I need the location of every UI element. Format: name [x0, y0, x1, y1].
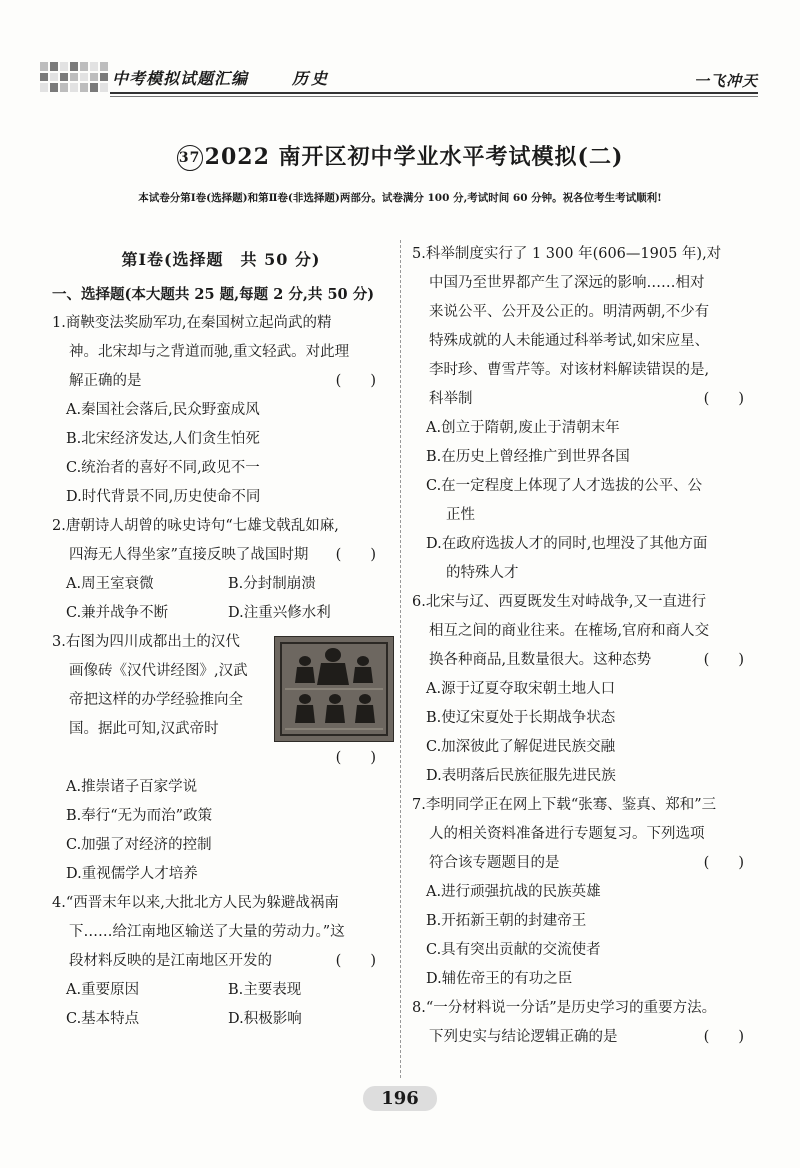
option-d: D.重视儒学人才培养: [66, 866, 198, 882]
option-d: D.时代背景不同,历史使命不同: [66, 489, 261, 505]
question-text: 换各种商品,且数量很大。这种态势: [429, 652, 652, 668]
option-d-continued: 的特殊人才: [446, 565, 519, 581]
answer-blank: ( ): [703, 1029, 744, 1045]
option-d: D.在政府选拔人才的同时,也埋没了其他方面: [426, 536, 708, 552]
exam-title-text: 2022 南开区初中学业水平考试模拟(二): [204, 144, 624, 170]
part-heading: 一、选择题(本大题共 25 题,每题 2 分,共 50 分): [52, 286, 375, 303]
question-4: [52, 889, 390, 1034]
question-text: 四海无人得坐家”直接反映了战国时期: [69, 547, 309, 563]
option-b: B.在历史上曾经推广到世界各国: [426, 449, 630, 465]
question-1: [52, 309, 390, 512]
header-rule: [110, 92, 758, 94]
question-text: 符合该专题题目的是: [429, 855, 560, 871]
option-a: A.推崇诸子百家学说: [66, 779, 198, 795]
answer-blank: ( ): [335, 373, 376, 389]
question-text: 段材料反映的是江南地区开发的: [69, 953, 272, 969]
question-3: [52, 628, 390, 889]
question-8: [412, 994, 758, 1052]
option-d: D.表明落后民族征服先进民族: [426, 768, 616, 784]
question-text: 解正确的是: [69, 373, 142, 389]
question-text: 特殊成就的人未能通过科举考试,如宋应星、: [429, 333, 710, 349]
book-series-title: 中考模拟试题汇编: [112, 69, 249, 88]
question-5: [412, 240, 758, 588]
question-text: 7.李明同学正在网上下载“张骞、鉴真、郑和”三: [412, 797, 717, 813]
option-b: B.使辽宋夏处于长期战争状态: [426, 710, 616, 726]
option-a: A.周王室衰微: [66, 576, 154, 592]
left-column: [52, 240, 390, 1034]
option-c: C.加强了对经济的控制: [66, 837, 212, 853]
right-column: [412, 240, 758, 1052]
option-a: A.源于辽夏夺取宋朝土地人口: [426, 681, 616, 697]
header-rule-thin: [110, 96, 758, 97]
option-a: A.重要原因: [66, 982, 140, 998]
question-text: 6.北宋与辽、西夏既发生对峙战争,又一直进行: [412, 594, 706, 610]
question-text: 下列史实与结论逻辑正确的是: [429, 1029, 618, 1045]
option-d: D.辅佐帝王的有功之臣: [426, 971, 573, 987]
option-d: D.注重兴修水利: [228, 605, 331, 621]
circled-number: 37: [177, 145, 203, 171]
answer-blank: ( ): [335, 547, 376, 563]
page-number-text: 196: [363, 1086, 437, 1111]
option-c: C.在一定程度上体现了人才选拔的公平、公: [426, 478, 703, 494]
question-text: 画像砖《汉代讲经图》,汉武: [69, 663, 248, 679]
han-lecture-brick-image: [274, 636, 394, 742]
answer-blank: ( ): [335, 953, 376, 969]
answer-blank: ( ): [703, 652, 744, 668]
option-c-continued: 正性: [446, 507, 475, 523]
question-text: 神。北宋却与之背道而驰,重文轻武。对此理: [69, 344, 350, 360]
option-c: C.基本特点: [66, 1011, 140, 1027]
question-text: 帝把这样的办学经验推向全: [69, 692, 243, 708]
question-text: 相互之间的商业往来。在榷场,官府和商人交: [429, 623, 710, 639]
answer-blank: ( ): [703, 391, 744, 407]
question-6: [412, 588, 758, 791]
option-d: D.积极影响: [228, 1011, 302, 1027]
answer-blank: ( ): [335, 750, 376, 766]
question-text: 4.“西晋末年以来,大批北方人民为躲避战祸南: [52, 895, 339, 911]
question-text: 2.唐朝诗人胡曾的咏史诗句“七雄戈戟乱如麻,: [52, 518, 339, 534]
column-divider: [400, 240, 401, 1078]
question-text: 来说公平、公开及公正的。明清两朝,不少有: [429, 304, 710, 320]
option-c: C.统治者的喜好不同,政见不一: [66, 460, 260, 476]
exam-instructions: 本试卷分第Ⅰ卷(选择题)和第Ⅱ卷(非选择题)两部分。试卷满分 100 分,考试时间 60 分钟。祝各位考生考试顺利!: [138, 192, 662, 204]
subject-label: 历史: [292, 69, 331, 88]
option-b: B.主要表现: [228, 982, 302, 998]
answer-blank: ( ): [703, 855, 744, 871]
exam-title: [0, 140, 800, 171]
option-a: A.进行顽强抗战的民族英雄: [426, 884, 601, 900]
page-header: [40, 58, 758, 98]
question-text: 人的相关资料准备进行专题复习。下列选项: [429, 826, 705, 842]
question-text: 下……给江南地区输送了大量的劳动力。”这: [69, 924, 345, 940]
option-b: B.分封制崩溃: [228, 576, 316, 592]
section-heading: 第Ⅰ卷(选择题 共 50 分): [121, 250, 321, 269]
option-c: C.加深彼此了解促进民族交融: [426, 739, 616, 755]
option-c: C.兼并战争不断: [66, 605, 169, 621]
header-pattern: [40, 62, 108, 92]
option-b: B.北宋经济发达,人们贪生怕死: [66, 431, 260, 447]
option-b: B.奉行“无为而治”政策: [66, 808, 213, 824]
page-number: [0, 1086, 800, 1111]
question-text: 国。据此可知,汉武帝时: [69, 721, 219, 737]
question-text: 5.科举制度实行了 1 300 年(606—1905 年),对: [412, 246, 722, 262]
question-text: 1.商鞅变法奖励军功,在秦国树立起尚武的精: [52, 315, 332, 331]
question-2: [52, 512, 390, 628]
question-text: 中国乃至世界都产生了深远的影响……相对: [429, 275, 705, 291]
question-text: 3.右图为四川成都出土的汉代: [52, 634, 240, 650]
option-c: C.具有突出贡献的交流使者: [426, 942, 601, 958]
option-a: A.创立于隋朝,废止于清朝末年: [426, 420, 620, 436]
question-text: 李时珍、曹雪芹等。对该材料解读错误的是,: [429, 362, 710, 378]
option-a: A.秦国社会落后,民众野蛮成风: [66, 402, 260, 418]
brand-logo: 一飞冲天: [693, 72, 758, 90]
question-7: [412, 791, 758, 994]
question-text: 科举制: [429, 391, 473, 407]
option-b: B.开拓新王朝的封建帝王: [426, 913, 587, 929]
question-text: 8.“一分材料说一分话”是历史学习的重要方法。: [412, 1000, 717, 1016]
